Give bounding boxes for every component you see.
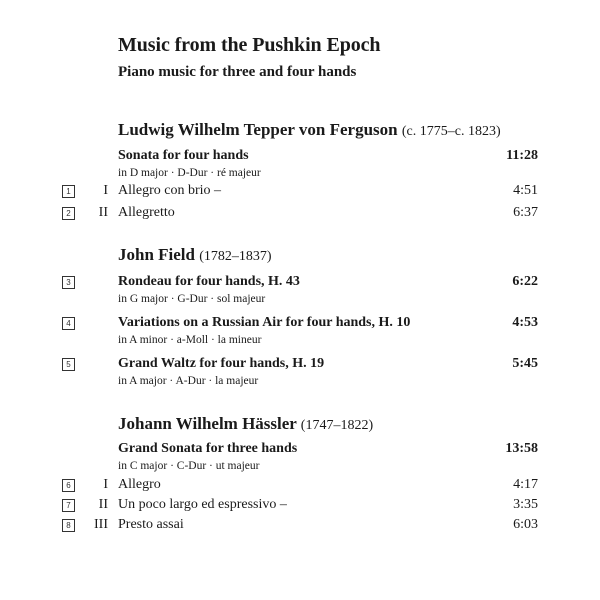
composer-dates: (1782–1837) [199, 249, 272, 264]
work-key: in D major · D-Dur · ré majeur [118, 167, 261, 179]
work-duration: 13:58 [505, 441, 538, 456]
composer-dates: (c. 1775–c. 1823) [401, 124, 501, 139]
work-duration: 11:28 [506, 148, 538, 163]
composer-heading [118, 120, 501, 140]
movement-numeral: II [98, 497, 108, 512]
movement-numeral: I [103, 477, 108, 492]
composer-name: Johann Wilhelm Hässler [118, 414, 297, 433]
movement-title: Allegro con brio – [118, 183, 222, 198]
album-subtitle: Piano music for three and four hands [118, 64, 357, 80]
work-title: Sonata for four hands [118, 148, 249, 163]
movement-duration: 6:03 [513, 517, 538, 532]
work-key: in C major · C-Dur · ut majeur [118, 460, 260, 472]
track-number-box: 3 [62, 276, 75, 289]
composer-name: Ludwig Wilhelm Tepper von Ferguson [118, 120, 398, 139]
track-number-box: 4 [62, 317, 75, 330]
track-number-box: 5 [62, 358, 75, 371]
work-title: Variations on a Russian Air for four hands, H. 10 [118, 315, 411, 330]
track-number-box: 1 [62, 185, 75, 198]
track-number-box: 7 [62, 499, 75, 512]
track-number-box: 6 [62, 479, 75, 492]
movement-title: Allegro [118, 477, 161, 492]
movement-duration: 3:35 [513, 497, 538, 512]
movement-numeral: III [94, 517, 108, 532]
composer-dates: (1747–1822) [300, 418, 374, 433]
work-title: Grand Sonata for three hands [118, 441, 298, 456]
track-number-box: 2 [62, 207, 75, 220]
movement-duration: 6:37 [513, 205, 538, 220]
movement-numeral: I [103, 183, 108, 198]
work-key: in A major · A-Dur · la majeur [118, 375, 259, 387]
work-duration: 5:45 [512, 356, 538, 371]
movement-title: Un poco largo ed espressivo – [118, 497, 287, 512]
track-number-box: 8 [62, 519, 75, 532]
movement-title: Presto assai [118, 517, 184, 532]
movement-numeral: II [98, 205, 108, 220]
work-key: in A minor · a-Moll · la mineur [118, 334, 262, 346]
work-key: in G major · G-Dur · sol majeur [118, 293, 266, 305]
movement-duration: 4:17 [513, 477, 538, 492]
work-title: Grand Waltz for four hands, H. 19 [118, 356, 325, 371]
composer-heading [118, 245, 272, 265]
work-duration: 6:22 [512, 274, 538, 289]
composer-heading [118, 414, 373, 434]
movement-duration: 4:51 [513, 183, 538, 198]
album-title: Music from the Pushkin Epoch [118, 34, 381, 56]
work-title: Rondeau for four hands, H. 43 [118, 274, 300, 289]
movement-title: Allegretto [118, 205, 175, 220]
work-duration: 4:53 [512, 315, 538, 330]
composer-name: John Field [118, 245, 195, 264]
